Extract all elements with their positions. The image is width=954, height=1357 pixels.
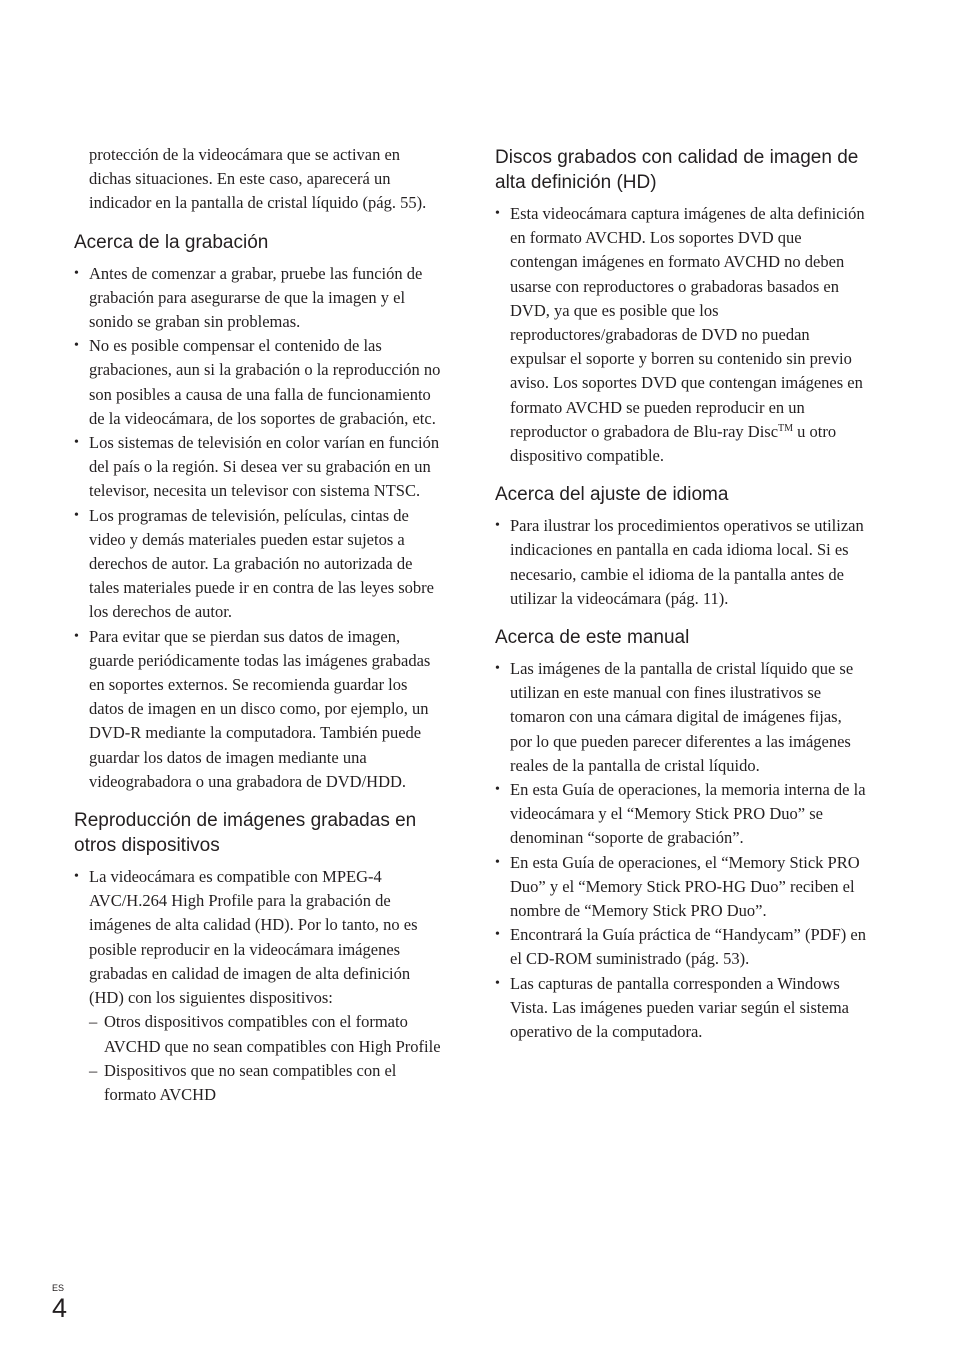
list-item: • No es posible compensar el contenido de las grabaciones, aun si la grabación o la reproducción no son posibles a causa de una falla de funcionamiento de la videocámara, de los soportes de grabación, etc. — [74, 334, 446, 431]
page-number-value: 4 — [52, 1293, 68, 1323]
right-column — [495, 143, 867, 1044]
heading-manual: Acerca de este manual — [495, 627, 690, 649]
discos-list — [495, 202, 867, 468]
list-item: • Encontrará la Guía práctica de “Handycam” (PDF) en el CD-ROM suministrado (pág. 53). — [495, 923, 867, 971]
heading-reproduccion: Reproducción de imágenes grabadas en otros dispositivos — [74, 810, 417, 857]
grabacion-list — [74, 262, 446, 794]
list-item: • Para ilustrar los procedimientos operativos se utilizan indicaciones en pantalla en cada idioma local. Si es necesario, cambie el idioma de la pantalla antes de utilizar la videocámara (pág. 11). — [495, 514, 867, 611]
list-item: • Los programas de televisión, películas, cintas de video y demás materiales pueden estar sujetos a derechos de autor. La grabación no autorizada de tales materiales puede ir en contra de las leyes sobre los derechos de autor. — [74, 504, 446, 625]
heading-grabacion: Acerca de la grabación — [74, 231, 269, 253]
list-item — [495, 202, 867, 468]
sub-list-item: – Otros dispositivos compatibles con el formato AVCHD que no sean compatibles con High Profile — [89, 1010, 446, 1058]
left-column — [74, 143, 446, 1107]
list-item: • La videocámara es compatible con MPEG-4 AVC/H.264 High Profile para la grabación de imágenes de alta calidad (HD). Por lo tanto, no es posible reproducir en la videocámara imágenes grabadas en calidad de imagen de alta definición (HD) con los siguientes dispositivos: — [74, 865, 446, 1010]
reproduccion-sublist — [74, 1010, 446, 1107]
list-item: • Los sistemas de televisión en color varían en función del país o la región. Si desea ver su grabación en un televisor, necesita un televisor con sistema NTSC. — [74, 431, 446, 504]
list-item: • Antes de comenzar a grabar, pruebe las función de grabación para asegurarse de que la imagen y el sonido se graban sin problemas. — [74, 262, 446, 335]
list-item: • En esta Guía de operaciones, la memoria interna de la videocámara y el “Memory Stick PRO Duo” se denominan “soporte de grabación”. — [495, 778, 867, 851]
discos-item-tail: u otro dispositivo compatible. — [510, 421, 837, 466]
page-number — [52, 1283, 67, 1323]
heading-idioma: Acerca del ajuste de idioma — [495, 484, 729, 506]
continued-paragraph: protección de la videocámara que se activan en dichas situaciones. En este caso, aparecerá un indicador en la pantalla de cristal líquido (pág. 55). — [89, 145, 427, 213]
list-item: • Para evitar que se pierdan sus datos de imagen, guarde periódicamente todas las imágenes grabadas en soportes externos. Se recomienda guardar los datos de imagen en un disco como, por ejemplo, un DVD-R mediante la computadora. También puede guardar los datos de imagen mediante una videograbadora o una grabadora de DVD/HDD. — [74, 625, 446, 794]
discos-item-text: Esta videocámara captura imágenes de alta definición en formato AVCHD. Los soportes DVD que contengan imágenes en formato AVCHD no deben usarse con reproductores o grabadoras basados en DVD, ya que es posible que los reproductores/grabadoras de DVD no puedan expulsar el soporte y borren su contenido sin previo aviso. Los soportes DVD que contengan imágenes en formato AVCHD se pueden reproducir en un reproductor o grabadora de Blu-ray Disc — [510, 204, 865, 441]
language-code: ES — [52, 1283, 65, 1293]
sub-list-item: – Dispositivos que no sean compatibles con el formato AVCHD — [89, 1059, 446, 1107]
list-item: • Las capturas de pantalla corresponden a Windows Vista. Las imágenes pueden variar según el sistema operativo de la computadora. — [495, 972, 867, 1045]
trademark-symbol: TM — [778, 422, 794, 434]
idioma-list — [495, 514, 867, 611]
list-item: • En esta Guía de operaciones, el “Memory Stick PRO Duo” y el “Memory Stick PRO-HG Duo” reciben el nombre de “Memory Stick PRO Duo”. — [495, 851, 867, 924]
reproduccion-list — [74, 865, 446, 1010]
heading-discos-hd: Discos grabados con calidad de imagen de alta definición (HD) — [495, 147, 859, 193]
manual-list — [495, 657, 867, 1044]
list-item: • Las imágenes de la pantalla de cristal líquido que se utilizan en este manual con fines ilustrativos se tomaron con una cámara digital de imágenes fijas, por lo que pueden parecer diferentes a las imágenes reales de la pantalla de cristal líquido. — [495, 657, 867, 778]
